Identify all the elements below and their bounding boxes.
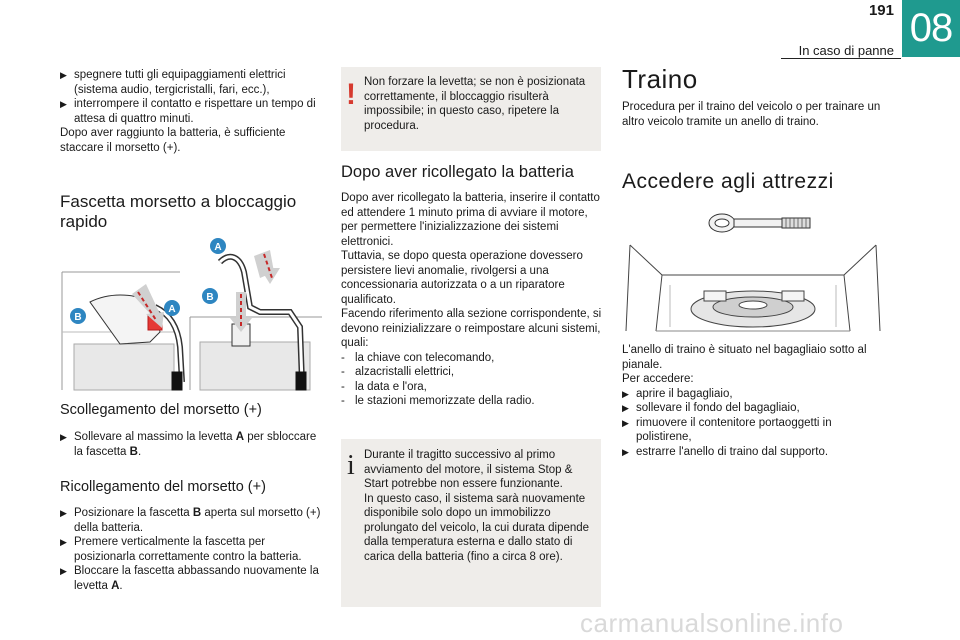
triangle-bullet-icon: ▶ <box>622 417 629 428</box>
col3-traino: Procedura per il traino del veicolo o per trainare un altro veicolo tramite un anello di traino. <box>622 101 881 128</box>
info-text: Durante il tragitto successivo al primo avviamento del motore, il sistema Stop & Start potrebbe non essere funzionante. In questo caso, il sistema sarà nuovamente disponibile solo dopo un immobilizzo prolungato del veicolo, la cui durata dipende dalla temperatura esterna e dallo stato di carica della batteria (fino a circa 8 ore). <box>364 449 590 563</box>
battery-clamp-illustration <box>60 232 322 392</box>
triangle-bullet-icon: ▶ <box>60 537 67 547</box>
paragraph: Tuttavia, se dopo questa operazione dovessero persistere lievi anomalie, rivolgersi a una concessionaria autorizzata o a un riparatore qualificato. <box>341 250 583 306</box>
col1-scollegamento <box>60 430 322 459</box>
col1-intro <box>60 68 322 155</box>
list-item: ▶ sollevare il fondo del bagagliaio, <box>622 402 800 414</box>
list-item: ▶ aprire il bagagliaio, <box>622 387 733 400</box>
header-rule <box>781 58 901 59</box>
marker-b: B <box>206 292 214 303</box>
list-item: ▶ Sollevare al massimo la levetta A per sbloccare la fascetta B. <box>60 431 317 458</box>
list-item: - la chiave con telecomando, <box>341 351 495 364</box>
paragraph: Per accedere: <box>622 373 694 385</box>
list-item: ▶ Posizionare la fascetta B aperta sul morsetto (+) della batteria. <box>60 507 321 534</box>
list-item: ▶ spegnere tutti gli equipaggiamenti elettrici (sistema audio, tergicristalli, fari, ecc.), <box>60 69 286 96</box>
heading-traino: Traino <box>622 64 698 94</box>
triangle-bullet-icon: ▶ <box>60 99 67 109</box>
paragraph: Facendo riferimento alla sezione corrispondente, si devono reinizializzare o reimpostare alcuni sistemi, quali: <box>341 308 602 349</box>
heading-dopo: Dopo aver ricollegato la batteria <box>341 163 574 181</box>
heading-ricollegamento: Ricollegamento del morsetto (+) <box>60 479 266 495</box>
triangle-bullet-icon: ▶ <box>622 388 629 399</box>
chapter-title: In caso di panne <box>798 43 894 58</box>
paragraph: L'anello di traino è situato nel bagagliaio sotto al pianale. <box>622 344 867 371</box>
heading-fascetta: Fascetta morsetto a bloccaggio rapido <box>60 192 297 231</box>
list-item: ▶ Bloccare la fascetta abbassando nuovamente la levetta A. <box>60 565 319 592</box>
list-item: - la data e l'ora, <box>341 380 427 393</box>
triangle-bullet-icon: ▶ <box>60 508 67 518</box>
list-item: ▶ rimuovere il contenitore portaoggetti in polistirene, <box>622 416 832 443</box>
list-item: ▶ estrarre l'anello di traino dal supporto. <box>622 445 829 458</box>
heading-scollegamento: Scollegamento del morsetto (+) <box>60 402 262 418</box>
marker-a: A <box>168 304 176 315</box>
marker-b: B <box>74 312 82 323</box>
heading-attrezzi: Accedere agli attrezzi <box>622 170 834 193</box>
paragraph: Dopo aver ricollegato la batteria, inserire il contatto ed attendere 1 minuto prima di avviare il motore, per permettere l'inizializzazione dei sistemi elettronici. <box>341 192 600 248</box>
marker-a: A <box>214 242 222 253</box>
warning-text: Non forzare la levetta; se non è posizionata correttamente, il bloccaggio risulterà impossibile; in questo caso, ripetere la procedura. <box>364 76 586 132</box>
col3-attrezzi <box>622 343 884 459</box>
list-item: ▶ Premere verticalmente la fascetta per posizionarla correttamente contro la batteria. <box>60 536 302 563</box>
col1-ricollegamento <box>60 506 322 593</box>
triangle-bullet-icon: ▶ <box>60 566 67 576</box>
col2-dopo <box>341 191 603 409</box>
triangle-bullet-icon: ▶ <box>622 446 629 457</box>
info-icon: i <box>347 450 355 481</box>
triangle-bullet-icon: ▶ <box>60 70 67 80</box>
page-number: 191 <box>868 2 894 19</box>
triangle-bullet-icon: ▶ <box>60 432 67 442</box>
chapter-badge: 08 <box>902 0 960 57</box>
list-item: - le stazioni memorizzate della radio. <box>341 395 535 407</box>
watermark: carmanualsonline.info <box>580 608 844 638</box>
list-item: ▶ interrompere il contatto e rispettare un tempo di attesa di quattro minuti. <box>60 98 316 125</box>
triangle-bullet-icon: ▶ <box>622 403 629 413</box>
exclamation-icon: ! <box>346 78 356 111</box>
paragraph: Dopo aver raggiunto la batteria, è sufficiente staccare il morsetto (+). <box>60 127 286 154</box>
list-item: - alzacristalli elettrici, <box>341 366 455 378</box>
trunk-towing-eye-illustration <box>622 205 884 332</box>
